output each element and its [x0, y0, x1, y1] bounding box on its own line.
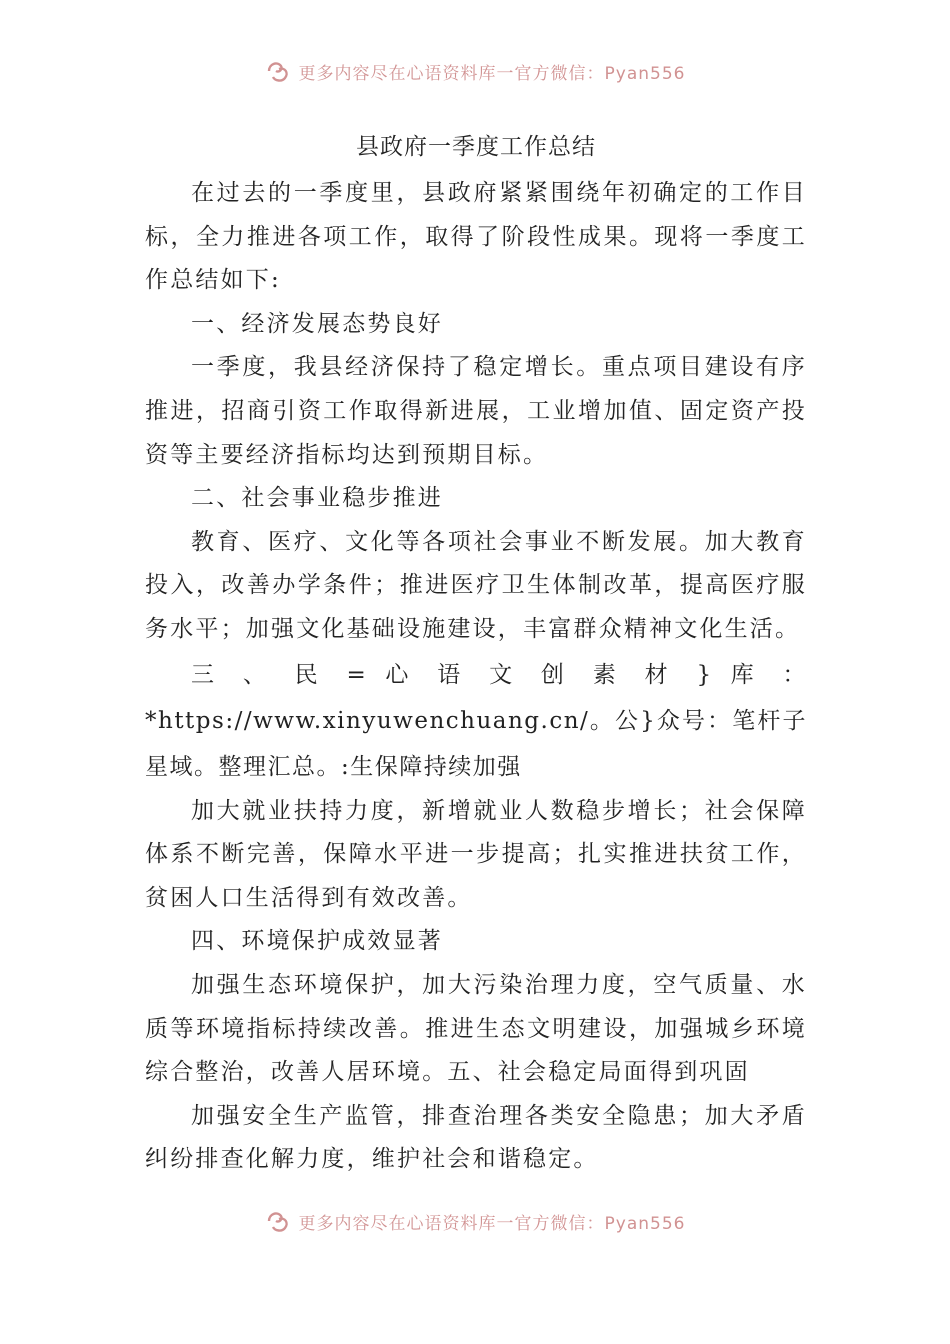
- watermark-top: [0, 56, 950, 86]
- section-3-heading: 三 、 民 = 心 语 文 创 素 材 } 库 ： *https://www.xinyuwenchuang.cn/。公}众号：笔杆子星域。整理汇总。:生保障持续加强: [145, 661, 807, 780]
- watermark-text: 更多内容尽在心语资料库一官方微信：Pyan556: [298, 1213, 686, 1234]
- document-body: [145, 128, 807, 1182]
- watermark-bottom: [0, 1206, 950, 1236]
- section-1-heading: 一、经济发展态势良好: [191, 310, 443, 337]
- watermark-logo-icon: [265, 57, 293, 85]
- section-2-heading: 二、社会事业稳步推进: [191, 485, 443, 512]
- section-3-paragraph: 加大就业扶持力度，新增就业人数稳步增长；社会保障体系不断完善，保障水平进一步提高；扎实推进扶贫工作，贫困人口生活得到有效改善。: [145, 797, 807, 911]
- section-5-paragraph: 加强安全生产监管，排查治理各类安全隐患；加大矛盾纠纷排查化解力度，维护社会和谐稳定。: [145, 1102, 807, 1173]
- page-title: 县政府一季度工作总结: [356, 134, 596, 160]
- watermark-logo-icon: [265, 1207, 293, 1235]
- intro-paragraph: 在过去的一季度里，县政府紧紧围绕年初确定的工作目标，全力推进各项工作，取得了阶段性成果。现将一季度工作总结如下:: [145, 180, 807, 294]
- section-2-paragraph: 教育、医疗、文化等各项社会事业不断发展。加大教育投入，改善办学条件；推进医疗卫生体制改革，提高医疗服务水平；加强文化基础设施建设，丰富群众精神文化生活。: [145, 528, 807, 642]
- section-4-heading: 四、环境保护成效显著: [191, 928, 443, 955]
- section-4-paragraph: 加强生态环境保护，加大污染治理力度，空气质量、水质等环境指标持续改善。推进生态文明建设，加强城乡环境综合整治，改善人居环境。五、社会稳定局面得到巩固: [145, 971, 807, 1086]
- watermark-text: 更多内容尽在心语资料库一官方微信：Pyan556: [298, 63, 686, 84]
- section-1-paragraph: 一季度，我县经济保持了稳定增长。重点项目建设有序推进，招商引资工作取得新进展，工业增加值、固定资产投资等主要经济指标均达到预期目标。: [145, 354, 807, 468]
